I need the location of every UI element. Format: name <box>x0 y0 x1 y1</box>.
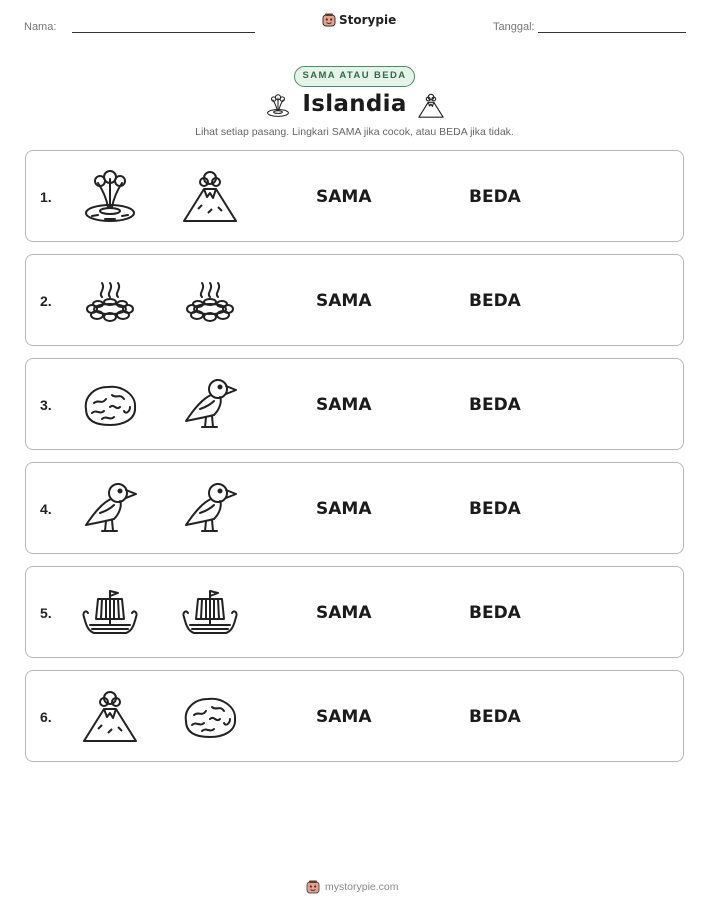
question-row-6 <box>25 670 684 762</box>
puffin-icon <box>180 479 240 539</box>
same-option[interactable]: SAMA <box>316 395 372 415</box>
date-label: Tanggal: <box>493 21 535 33</box>
storypie-mascot-icon <box>306 880 320 894</box>
question-number: 5. <box>40 605 52 621</box>
question-row-1 <box>25 150 684 242</box>
name-label: Nama: <box>24 21 57 33</box>
question-number: 3. <box>40 397 52 413</box>
viking-ship-icon <box>80 583 140 643</box>
volcano-icon <box>80 687 140 747</box>
volcano-icon <box>180 167 240 227</box>
name-field[interactable] <box>72 32 255 33</box>
same-option[interactable]: SAMA <box>316 291 372 311</box>
question-row-5 <box>25 566 684 658</box>
viking-ship-icon <box>180 583 240 643</box>
brand-logo <box>322 13 396 27</box>
hot-spring-icon <box>80 271 140 331</box>
brand-name: Storypie <box>339 13 397 27</box>
worksheet-type-badge: SAMA ATAU BEDA <box>294 66 415 87</box>
different-option[interactable]: BEDA <box>469 395 521 415</box>
different-option[interactable]: BEDA <box>469 291 521 311</box>
geyser-icon <box>80 167 140 227</box>
storypie-mascot-icon <box>322 13 336 27</box>
same-option[interactable]: SAMA <box>316 187 372 207</box>
different-option[interactable]: BEDA <box>469 187 521 207</box>
footer-url[interactable]: mystorypie.com <box>325 881 399 893</box>
puffin-icon <box>80 479 140 539</box>
hot-spring-icon <box>180 271 240 331</box>
question-row-2 <box>25 254 684 346</box>
different-option[interactable]: BEDA <box>469 707 521 727</box>
question-number: 4. <box>40 501 52 517</box>
question-row-3 <box>25 358 684 450</box>
lava-rock-icon <box>80 375 140 435</box>
same-option[interactable]: SAMA <box>316 707 372 727</box>
footer <box>306 880 399 894</box>
different-option[interactable]: BEDA <box>469 499 521 519</box>
instructions: Lihat setiap pasang. Lingkari SAMA jika cocok, atau BEDA jika tidak. <box>195 126 514 138</box>
question-row-4 <box>25 462 684 554</box>
same-option[interactable]: SAMA <box>316 603 372 623</box>
volcano-icon <box>417 92 445 120</box>
question-number: 6. <box>40 709 52 725</box>
question-number: 2. <box>40 293 52 309</box>
page-title: Islandia <box>302 91 407 117</box>
date-field[interactable] <box>538 32 686 33</box>
puffin-icon <box>180 375 240 435</box>
lava-rock-icon <box>180 687 240 747</box>
same-option[interactable]: SAMA <box>316 499 372 519</box>
different-option[interactable]: BEDA <box>469 603 521 623</box>
question-number: 1. <box>40 189 52 205</box>
